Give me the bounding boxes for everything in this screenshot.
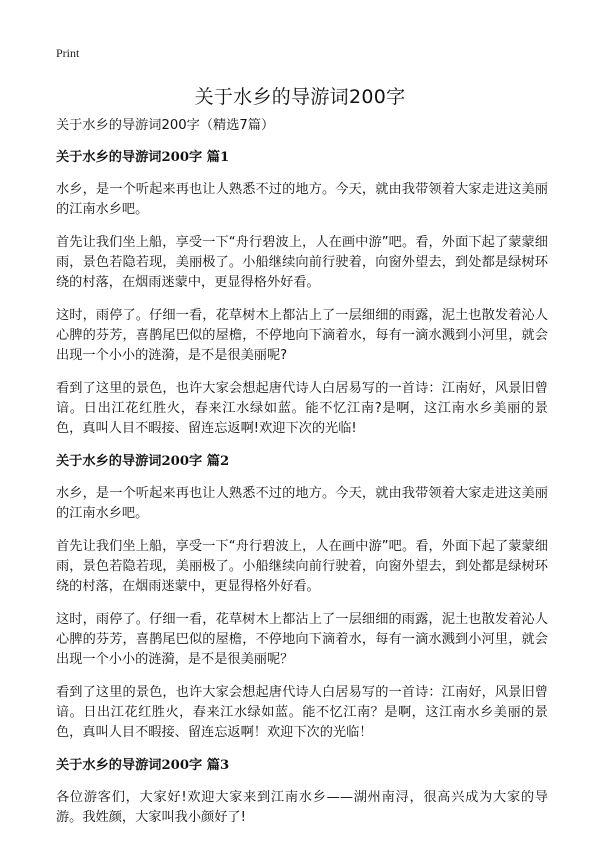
paragraph: 这时，雨停了。仔细一看，花草树木上都沾上了一层细细的雨露，泥土也散发着沁人心脾的芬芳，喜鹊尾巴似的屋檐，不停地向下滴着水，每有一滴水溅到小河里，就会出现一个小小的涟漪，是不是很美丽呢? bbox=[56, 308, 548, 363]
print-link[interactable]: Print bbox=[56, 46, 80, 60]
paragraph: 水乡，是一个听起来再也让人熟悉不过的地方。今天，就由我带领着大家走进这美丽的江南水乡吧。 bbox=[56, 486, 548, 521]
section-3 bbox=[56, 756, 548, 828]
paragraph: 看到了这里的景色，也许大家会想起唐代诗人白居易写的一首诗：江南好，风景旧曾谙。日出江花红胜火，春来江水绿如蓝。能不忆江南?是啊，这江南水乡美丽的景色，真叫人目不暇接、留连忘返啊!欢迎下次的光临! bbox=[56, 381, 548, 436]
document-body bbox=[56, 116, 548, 841]
section-2 bbox=[56, 452, 548, 743]
paragraph: 看到了这里的景色，也许大家会想起唐代诗人白居易写的一首诗：江南好，风景旧曾谙。日出江花红胜火，春来江水绿如蓝。能不忆江南？是啊，这江南水乡美丽的景色，真叫人目不暇接、留连忘返啊！欢迎下次的光临！ bbox=[56, 685, 548, 740]
paragraph: 水乡，是一个听起来再也让人熟悉不过的地方。今天，就由我带领着大家走进这美丽的江南水乡吧。 bbox=[56, 182, 548, 217]
section-1 bbox=[56, 148, 548, 439]
document-subtitle: 关于水乡的导游词200字（精选7篇） bbox=[56, 118, 275, 133]
section-heading: 关于水乡的导游词200字 篇2 bbox=[56, 454, 230, 469]
section-heading: 关于水乡的导游词200字 篇1 bbox=[56, 150, 230, 165]
page-title: 关于水乡的导游词200字 bbox=[194, 86, 406, 108]
section-heading: 关于水乡的导游词200字 篇3 bbox=[56, 758, 230, 773]
paragraph: 这时，雨停了。仔细一看，花草树木上都沾上了一层细细的雨露，泥土也散发着沁人心脾的芬芳，喜鹊尾巴似的屋檐，不停地向下滴着水，每有一滴水溅到小河里，就会出现一个小小的涟漪，是不是很美丽呢？ bbox=[56, 612, 548, 667]
paragraph: 各位游客们，大家好!欢迎大家来到江南水乡——湖州南浔，很高兴成为大家的导游。我姓颜，大家叫我小颜好了! bbox=[56, 790, 548, 825]
paragraph: 首先让我们坐上船，享受一下“舟行碧波上，人在画中游”吧。看，外面下起了蒙蒙细雨，景色若隐若现，美丽极了。小船继续向前行驶着，向窗外望去，到处都是绿树环绕的村落，在烟雨迷蒙中，更显得格外好看。 bbox=[56, 235, 548, 290]
paragraph: 首先让我们坐上船，享受一下“舟行碧波上，人在画中游”吧。看，外面下起了蒙蒙细雨，景色若隐若现，美丽极了。小船继续向前行驶着，向窗外望去，到处都是绿树环绕的村落，在烟雨迷蒙中，更显得格外好看。 bbox=[56, 539, 548, 594]
